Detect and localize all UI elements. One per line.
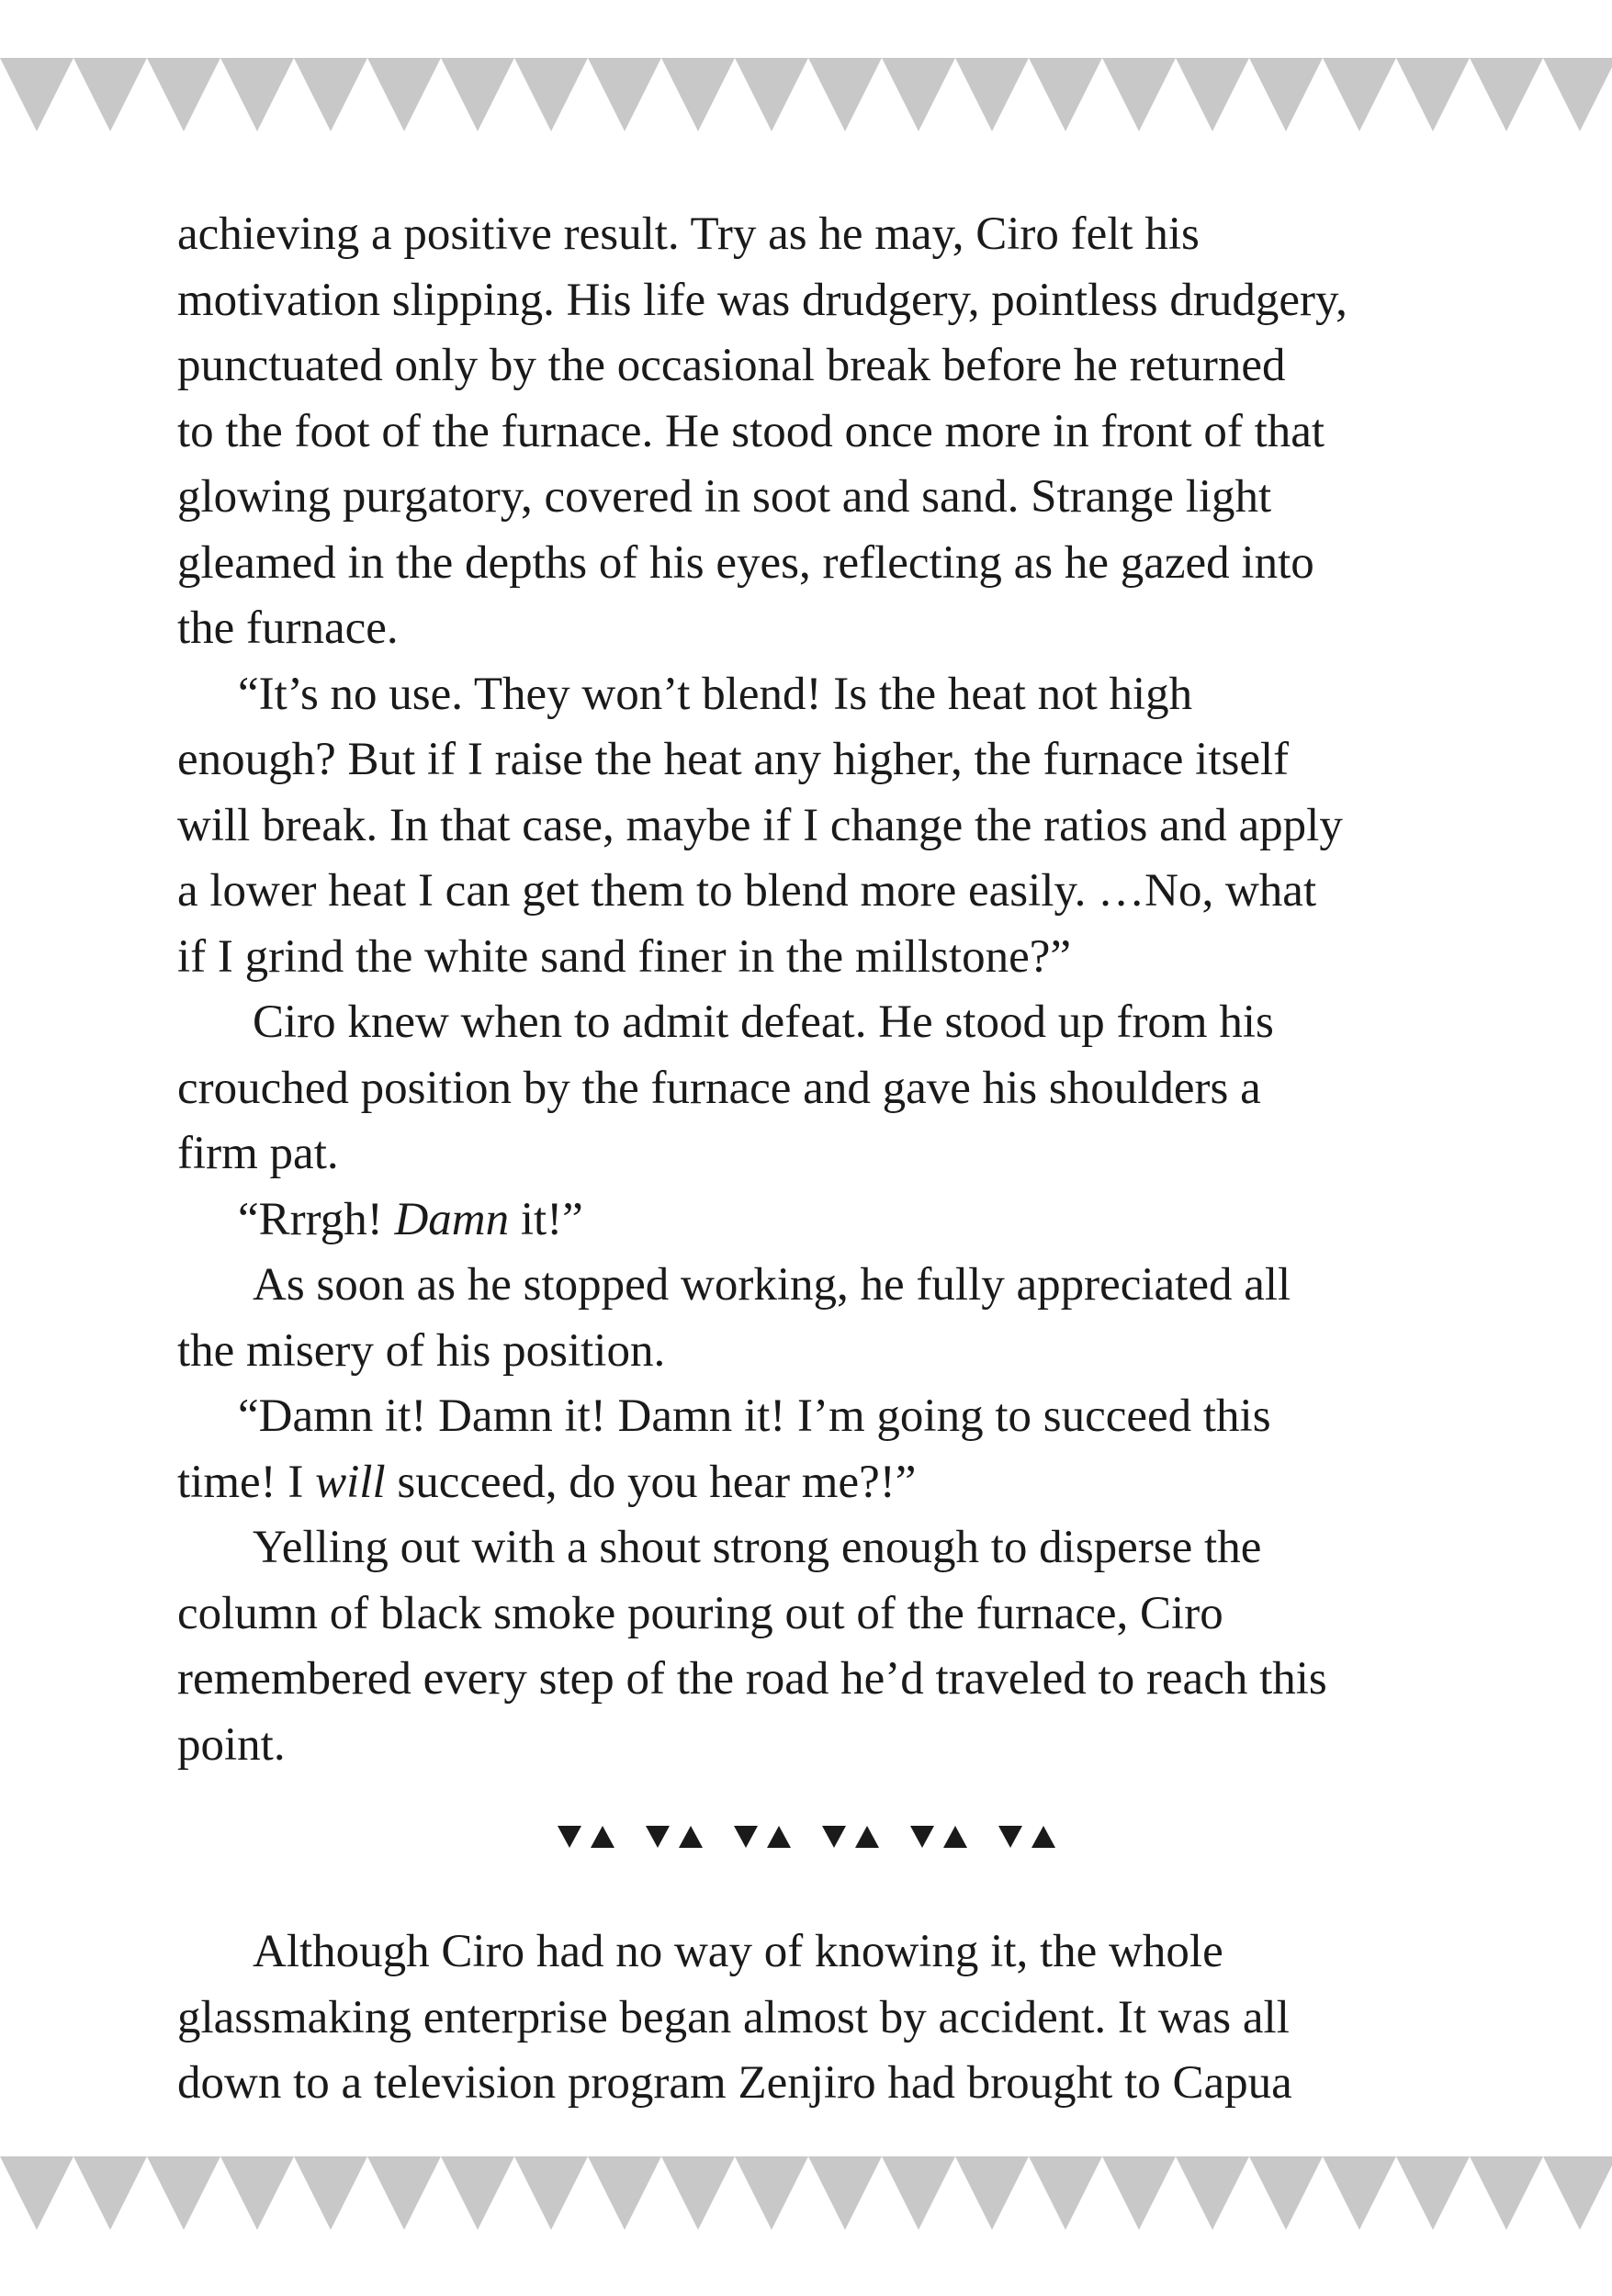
scene-break-down-triangle xyxy=(822,1826,846,1848)
text-run: gleamed in the depths of his eyes, reflecting as he gazed into xyxy=(177,536,1314,589)
text-line xyxy=(177,1581,1482,1648)
text-line xyxy=(177,202,1482,268)
scene-break-triangles-icon xyxy=(485,1818,1128,1855)
scene-break-up-triangle xyxy=(855,1826,879,1848)
paragraph xyxy=(177,1515,1482,1778)
text-run: crouched position by the furnace and gave his shoulders a xyxy=(177,1062,1261,1114)
text-run: “Rrrgh! xyxy=(238,1193,395,1245)
text-line xyxy=(177,859,1482,925)
text-run: the furnace. xyxy=(177,602,399,654)
paragraph xyxy=(177,1384,1482,1515)
text-line xyxy=(177,1986,1482,2052)
scene-break-down-triangle xyxy=(646,1826,670,1848)
text-line xyxy=(177,333,1482,400)
text-line xyxy=(177,1056,1482,1122)
text-run: a lower heat I can get them to blend more easily. …No, what xyxy=(177,865,1317,917)
text-line xyxy=(177,1713,1482,1779)
text-run: the misery of his position. xyxy=(177,1324,666,1377)
text-run: succeed, do you hear me?!” xyxy=(385,1456,917,1508)
continuation-text-section xyxy=(177,1919,1482,2117)
text-line xyxy=(177,465,1482,531)
scene-break-up-triangle xyxy=(679,1826,703,1848)
text-line xyxy=(177,531,1482,597)
text-run: down to a television program Zenjiro had brought to Capua xyxy=(177,2057,1292,2109)
text-run: glowing purgatory, covered in soot and sand. Strange light xyxy=(177,471,1272,523)
text-run: remembered every step of the road he’d traveled to reach this xyxy=(177,1653,1327,1705)
italic-text: will xyxy=(315,1456,386,1508)
paragraph xyxy=(177,1253,1482,1384)
text-run: punctuated only by the occasional break before he returned xyxy=(177,340,1286,391)
scene-break xyxy=(0,1818,1612,1855)
text-run: it!” xyxy=(509,1193,583,1245)
text-run: if I grind the white sand finer in the millstone?” xyxy=(177,930,1071,983)
text-line xyxy=(177,727,1482,793)
text-run: firm pat. xyxy=(177,1128,339,1179)
paragraph xyxy=(177,990,1482,1187)
text-line xyxy=(177,2051,1482,2117)
scene-break-down-triangle xyxy=(558,1826,581,1848)
paragraph xyxy=(177,1187,1482,1254)
bottom-triangle-border xyxy=(0,2156,1612,2230)
text-line xyxy=(177,990,1482,1056)
text-run: “It’s no use. They won’t blend! Is the heat not high xyxy=(238,668,1193,720)
text-line xyxy=(177,596,1482,662)
paragraph xyxy=(177,662,1482,991)
text-run: Ciro knew when to admit defeat. He stood up from his xyxy=(253,996,1274,1048)
scene-break-up-triangle xyxy=(943,1826,967,1848)
text-run: to the foot of the furnace. He stood once more in front of that xyxy=(177,405,1325,457)
text-run: motivation slipping. His life was drudgery, pointless drudgery, xyxy=(177,274,1347,326)
text-run: enough? But if I raise the heat any higher, the furnace itself xyxy=(177,734,1290,785)
text-line xyxy=(177,925,1482,991)
text-line xyxy=(177,1450,1482,1516)
top-triangle-border xyxy=(0,58,1612,131)
italic-text: Damn xyxy=(394,1193,510,1245)
scene-break-down-triangle xyxy=(734,1826,758,1848)
text-run: “Damn it! Damn it! Damn it! I’m going to succeed this xyxy=(238,1390,1271,1442)
text-line xyxy=(177,1187,1482,1254)
text-run: point. xyxy=(177,1718,286,1771)
text-run: will break. In that case, maybe if I change the ratios and apply xyxy=(177,799,1343,851)
text-run: As soon as he stopped working, he fully appreciated all xyxy=(253,1259,1291,1311)
text-run: time! I xyxy=(177,1456,316,1508)
scene-break-down-triangle xyxy=(910,1826,934,1848)
scene-break-up-triangle xyxy=(591,1826,614,1848)
paragraph xyxy=(177,202,1482,662)
text-line xyxy=(177,1384,1482,1450)
text-line xyxy=(177,793,1482,860)
scene-break-up-triangle xyxy=(1031,1826,1055,1848)
triangle-border-icon xyxy=(0,2156,1612,2230)
text-run: achieving a positive result. Try as he may, Ciro felt his xyxy=(177,208,1200,260)
text-line xyxy=(177,662,1482,728)
text-run: Although Ciro had no way of knowing it, the whole xyxy=(253,1926,1223,1977)
triangle-border-icon xyxy=(0,58,1612,131)
text-line xyxy=(177,268,1482,334)
text-line xyxy=(177,1919,1482,1986)
scene-break-up-triangle xyxy=(767,1826,791,1848)
text-run: column of black smoke pouring out of the furnace, Ciro xyxy=(177,1587,1223,1639)
text-line xyxy=(177,1515,1482,1581)
text-run: glassmaking enterprise began almost by accident. It was all xyxy=(177,1991,1290,2043)
main-text-section xyxy=(177,202,1482,1778)
text-line xyxy=(177,1121,1482,1187)
text-line xyxy=(177,1647,1482,1713)
paragraph xyxy=(177,1919,1482,2117)
text-line xyxy=(177,1319,1482,1385)
scene-break-down-triangle xyxy=(998,1826,1022,1848)
text-run: Yelling out with a shout strong enough to disperse the xyxy=(253,1522,1262,1573)
text-line xyxy=(177,1253,1482,1319)
text-line xyxy=(177,400,1482,466)
